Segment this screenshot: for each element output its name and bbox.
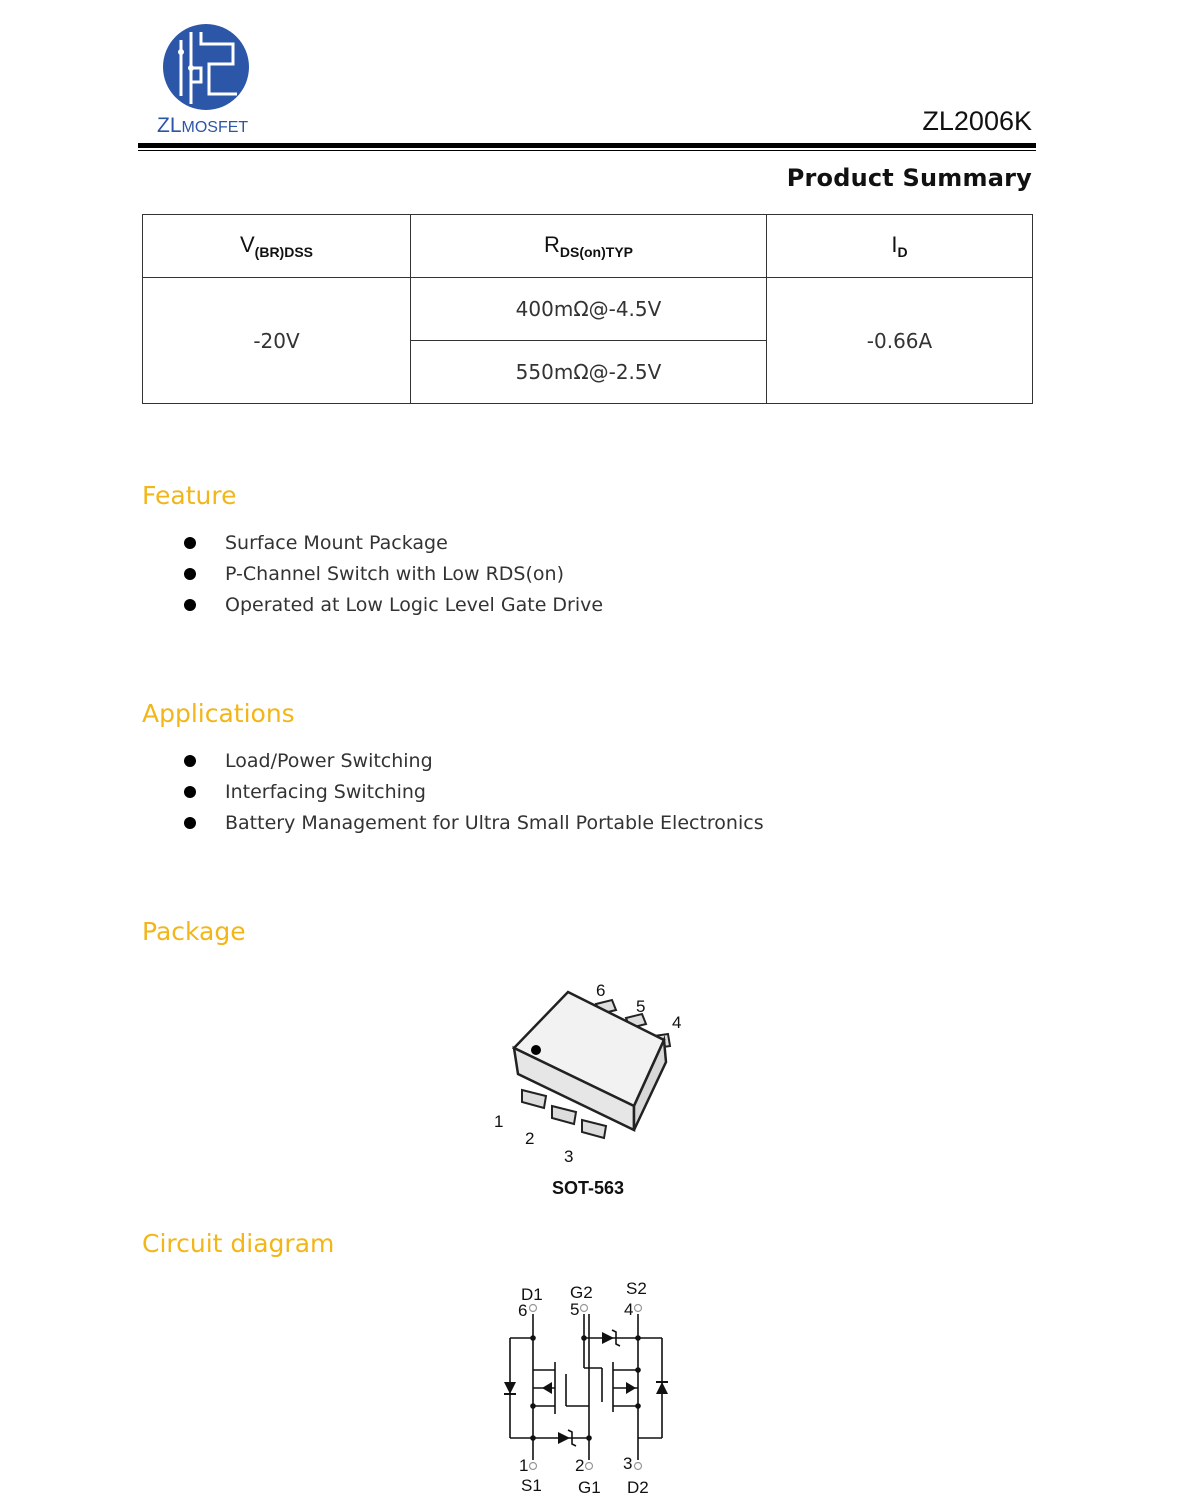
col-vbrdss-header: $V_{(BR)DSS}$ [143,215,411,278]
list-item: Battery Management for Ultra Small Portable Electronics [182,811,764,842]
rdson-value-1: 400mΩ@-4.5V [411,278,767,341]
pin-2-label: 2 [525,1129,535,1148]
label-d1: D1 [521,1285,543,1304]
pin-3-label: 3 [564,1147,574,1166]
circuit-heading: Circuit diagram [142,1229,335,1258]
sot563-package-drawing [488,978,688,1168]
table-header-row [143,215,1033,278]
applications-list [182,749,764,842]
product-summary-title: Product Summary [786,164,1032,192]
feature-heading: Feature [142,481,237,510]
package-caption: SOT-563 [551,1178,625,1198]
pin-3-number: 3 [623,1454,633,1473]
vbrdss-value: -20V [143,278,411,404]
list-item: P-Channel Switch with Low RDS(on) [182,562,603,593]
pin-5-number: 5 [570,1300,580,1319]
list-item: Interfacing Switching [182,780,764,811]
id-value: -0.66A [767,278,1033,404]
logo-zl: ZL [157,114,182,137]
pin-2-number: 2 [575,1456,585,1475]
pin-6-number: 6 [518,1301,528,1320]
pin-4-label: 4 [672,1013,682,1032]
header-rule-thin [138,150,1036,151]
logo-mosfet: MOSFET [181,119,249,136]
logo-wordmark [157,114,248,138]
list-item: Load/Power Switching [182,749,764,780]
part-number: ZL2006K [922,106,1032,136]
label-s1: S1 [521,1476,542,1495]
label-s2: S2 [626,1279,647,1298]
label-d2: D2 [627,1478,649,1497]
pin-6-label: 6 [596,981,606,1000]
rdson-value-2: 550mΩ@-2.5V [411,341,767,404]
list-item: Operated at Low Logic Level Gate Drive [182,593,603,624]
pin-1-label: 1 [494,1112,504,1131]
product-summary-table [142,214,1033,404]
logo-emblem-icon [161,22,255,112]
list-item: Surface Mount Package [182,531,603,562]
company-logo [155,22,265,142]
pin-4-number: 4 [624,1300,634,1319]
header-rule [138,143,1036,148]
col-rdson-header: $R_{DS(on)TYP}$ [411,215,767,278]
applications-heading: Applications [142,699,295,728]
table-row [143,278,1033,341]
circuit-diagram [500,1278,680,1503]
label-g2: G2 [570,1283,593,1302]
label-g1: G1 [578,1478,601,1497]
pin-1-number: 1 [519,1456,529,1475]
package-heading: Package [142,917,246,946]
feature-list [182,531,603,624]
col-id-header: $I_D$ [767,215,1033,278]
pin-5-label: 5 [636,997,646,1016]
